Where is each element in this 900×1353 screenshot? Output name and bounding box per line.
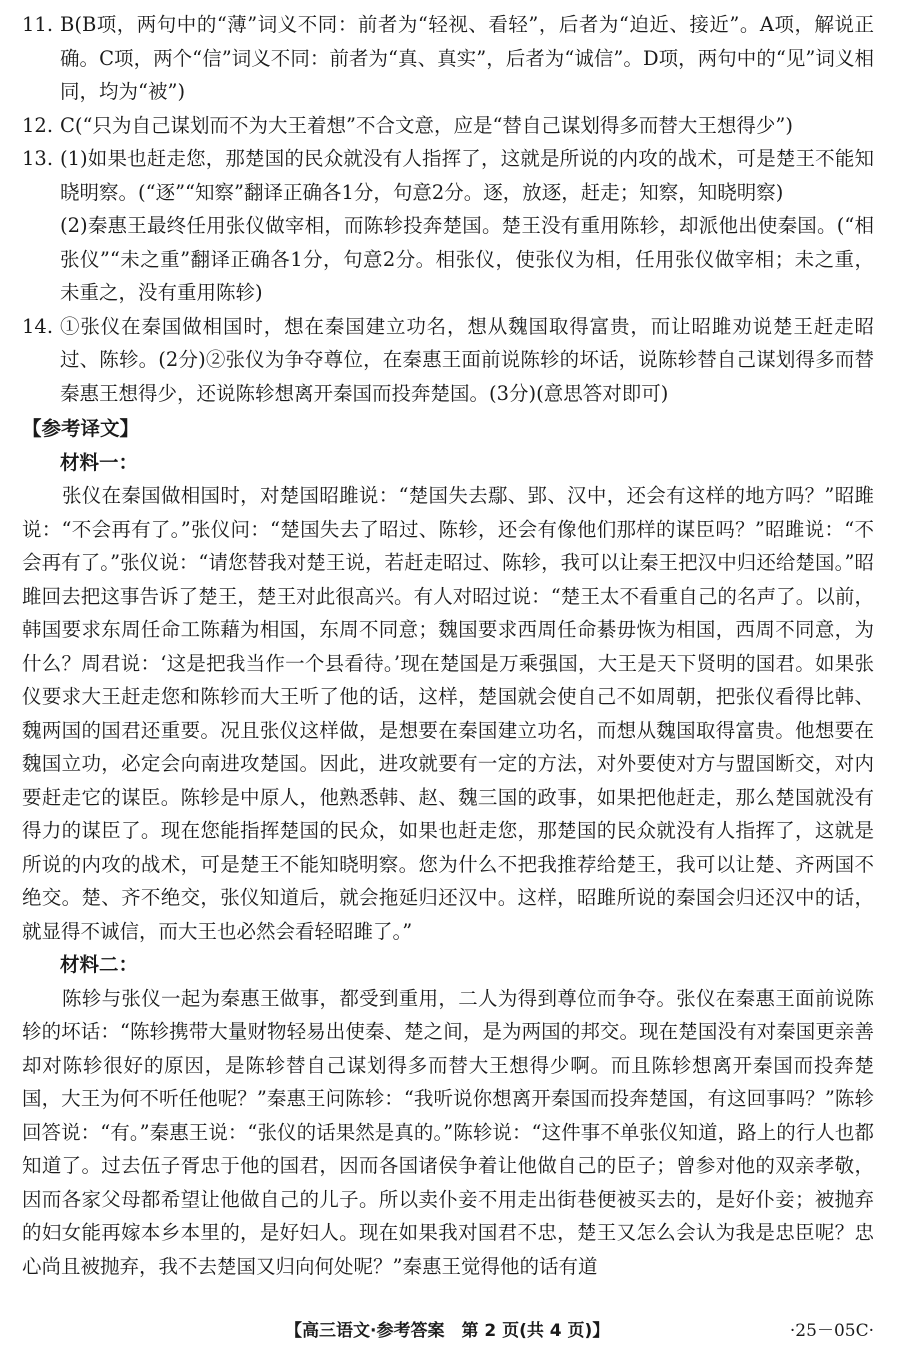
answer-page bbox=[22, 8, 874, 1283]
material-2-text: 陈轸与张仪一起为秦惠王做事，都受到重用，二人为得到尊位而争夺。张仪在秦惠王面前说陈轸的坏话：“陈轸携带大量财物轻易出使秦、楚之间，是为两国的邦交。现在楚国没有对秦国更亲善却对陈轸很好的原因，是陈轸替自己谋划得多而替大王想得少啊。而且陈轸想离开秦国而投奔楚国，大王为何不听任他呢？”秦惠王问陈轸：“我听说你想离开秦国而投奔楚国，有这回事吗？”陈轸回答说：“有。”秦惠王说：“张仪的话果然是真的。”陈轸说：“这件事不单张仪知道，路上的行人也都知道了。过去伍子胥忠于他的国君，因而各国诸侯争着让他做自己的臣子；曾参对他的双亲孝敬，因而各家父母都希望让他做自己的儿子。所以卖仆妾不用走出街巷便被买去的，是好仆妾；被抛弃的妇女能再嫁本乡本里的，是好妇人。现在如果我对国君不忠，楚王又怎么会认为我是忠臣呢？忠心尚且被抛弃，我不去楚国又归向何处呢？”秦惠王觉得他的话有道 bbox=[22, 986, 874, 1278]
answer-number: 14. bbox=[22, 314, 54, 338]
material-2-title: 材料二： bbox=[60, 953, 139, 976]
material-1-title: 材料一： bbox=[60, 450, 139, 474]
answer-number: 13. bbox=[22, 147, 54, 170]
answer-13 bbox=[22, 142, 874, 310]
answer-14 bbox=[22, 310, 874, 411]
page-footer bbox=[0, 1316, 900, 1346]
translation-heading: 【参考译文】 bbox=[22, 417, 140, 440]
answer-number: 12. bbox=[22, 113, 54, 137]
answer-text-part2: (2)秦惠王最终任用张仪做宰相，而陈轸投奔楚国。楚王没有重用陈轸，却派他出使秦国。(“相张仪”“未之重”翻译正确各1分，句意2分。相张仪，使张仪为相，任用张仪做宰相；未之重，未重之，没有重用陈轸) bbox=[60, 214, 874, 304]
answer-text: C(“只为自己谋划而不为大王着想”不合文意，应是“替自己谋划得多而替大王想得少”) bbox=[60, 113, 794, 137]
answer-text: B(B项，两句中的“薄”词义不同：前者为“轻视、看轻”，后者为“迫近、接近”。A项，解说正确。C项，两个“信”词义不同：前者为“真、真实”，后者为“诚信”。D项，两句中的“见”词义相同，均为“被”) bbox=[60, 13, 874, 103]
footer-code: ·25－05C· bbox=[789, 1321, 874, 1341]
footer-page-info: 【高三语文·参考答案 第 2 页(共 4 页)】 bbox=[285, 1321, 610, 1341]
answer-text: ①张仪在秦国做相国时，想在秦国建立功名，想从魏国取得富贵，而让昭雎劝说楚王赶走昭过、陈轸。(2分)②张仪为争夺尊位，在秦惠王面前说陈轸的坏话，说陈轸替自己谋划得多而替秦惠王想得少，还说陈轸想离开秦国而投奔楚国。(3分)(意思答对即可) bbox=[60, 314, 874, 405]
material-1-text: 张仪在秦国做相国时，对楚国昭雎说：“楚国失去鄢、郢、汉中，还会有这样的地方吗？”昭雎说：“不会再有了。”张仪问：“楚国失去了昭过、陈轸，还会有像他们那样的谋臣吗？”昭雎说：“不会再有了。”张仪说：“请您替我对楚王说，若赶走昭过、陈轸，我可以让秦王把汉中归还给楚国。”昭雎回去把这事告诉了楚王，楚王对此很高兴。有人对昭过说：“楚王太不看重自己的名声了。以前，韩国要求东周任命工陈藉为相国，东周不同意；魏国要求西周任命綦毋恢为相国，西周不同意，为什么？周君说：‘这是把我当作一个县看待。’现在楚国是万乘强国，大王是天下贤明的国君。如果张仪要求大王赶走您和陈轸而大王听了他的话，这样，楚国就会使自己不如周朝，把张仪看得比韩、魏两国的国君还重要。况且张仪这样做，是想要在秦国建立功名，而想从魏国取得富贵。他想要在魏国立功，必定会向南进攻楚国。因此，进攻就要有一定的方法，对外要使对方与盟国断交，对内要赶走它的谋臣。陈轸是中原人，他熟悉韩、赵、魏三国的政事，如果把他赶走，那么楚国就没有得力的谋臣了。现在您能指挥楚国的民众，如果也赶走您，那楚国的民众就没有人指挥了，这就是所说的内攻的战术，可是楚王不能知晓明察。您为什么不把我推荐给楚王，我可以让楚、齐两国不绝交。楚、齐不绝交，张仪知道后，就会拖延归还汉中。这样，昭雎所说的秦国会归还汉中的话，就显得不诚信，而大王也必然会看轻昭雎了。” bbox=[22, 484, 874, 943]
answer-text-part1: (1)如果也赶走您，那楚国的民众就没有人指挥了，这就是所说的内攻的战术，可是楚王不能知晓明察。(“逐”“知察”翻译正确各1分，句意2分。逐，放逐，赶走；知察，知晓明察) bbox=[60, 147, 874, 204]
answer-number: 11. bbox=[22, 13, 54, 36]
answer-12 bbox=[22, 109, 874, 143]
answer-11 bbox=[22, 8, 874, 109]
